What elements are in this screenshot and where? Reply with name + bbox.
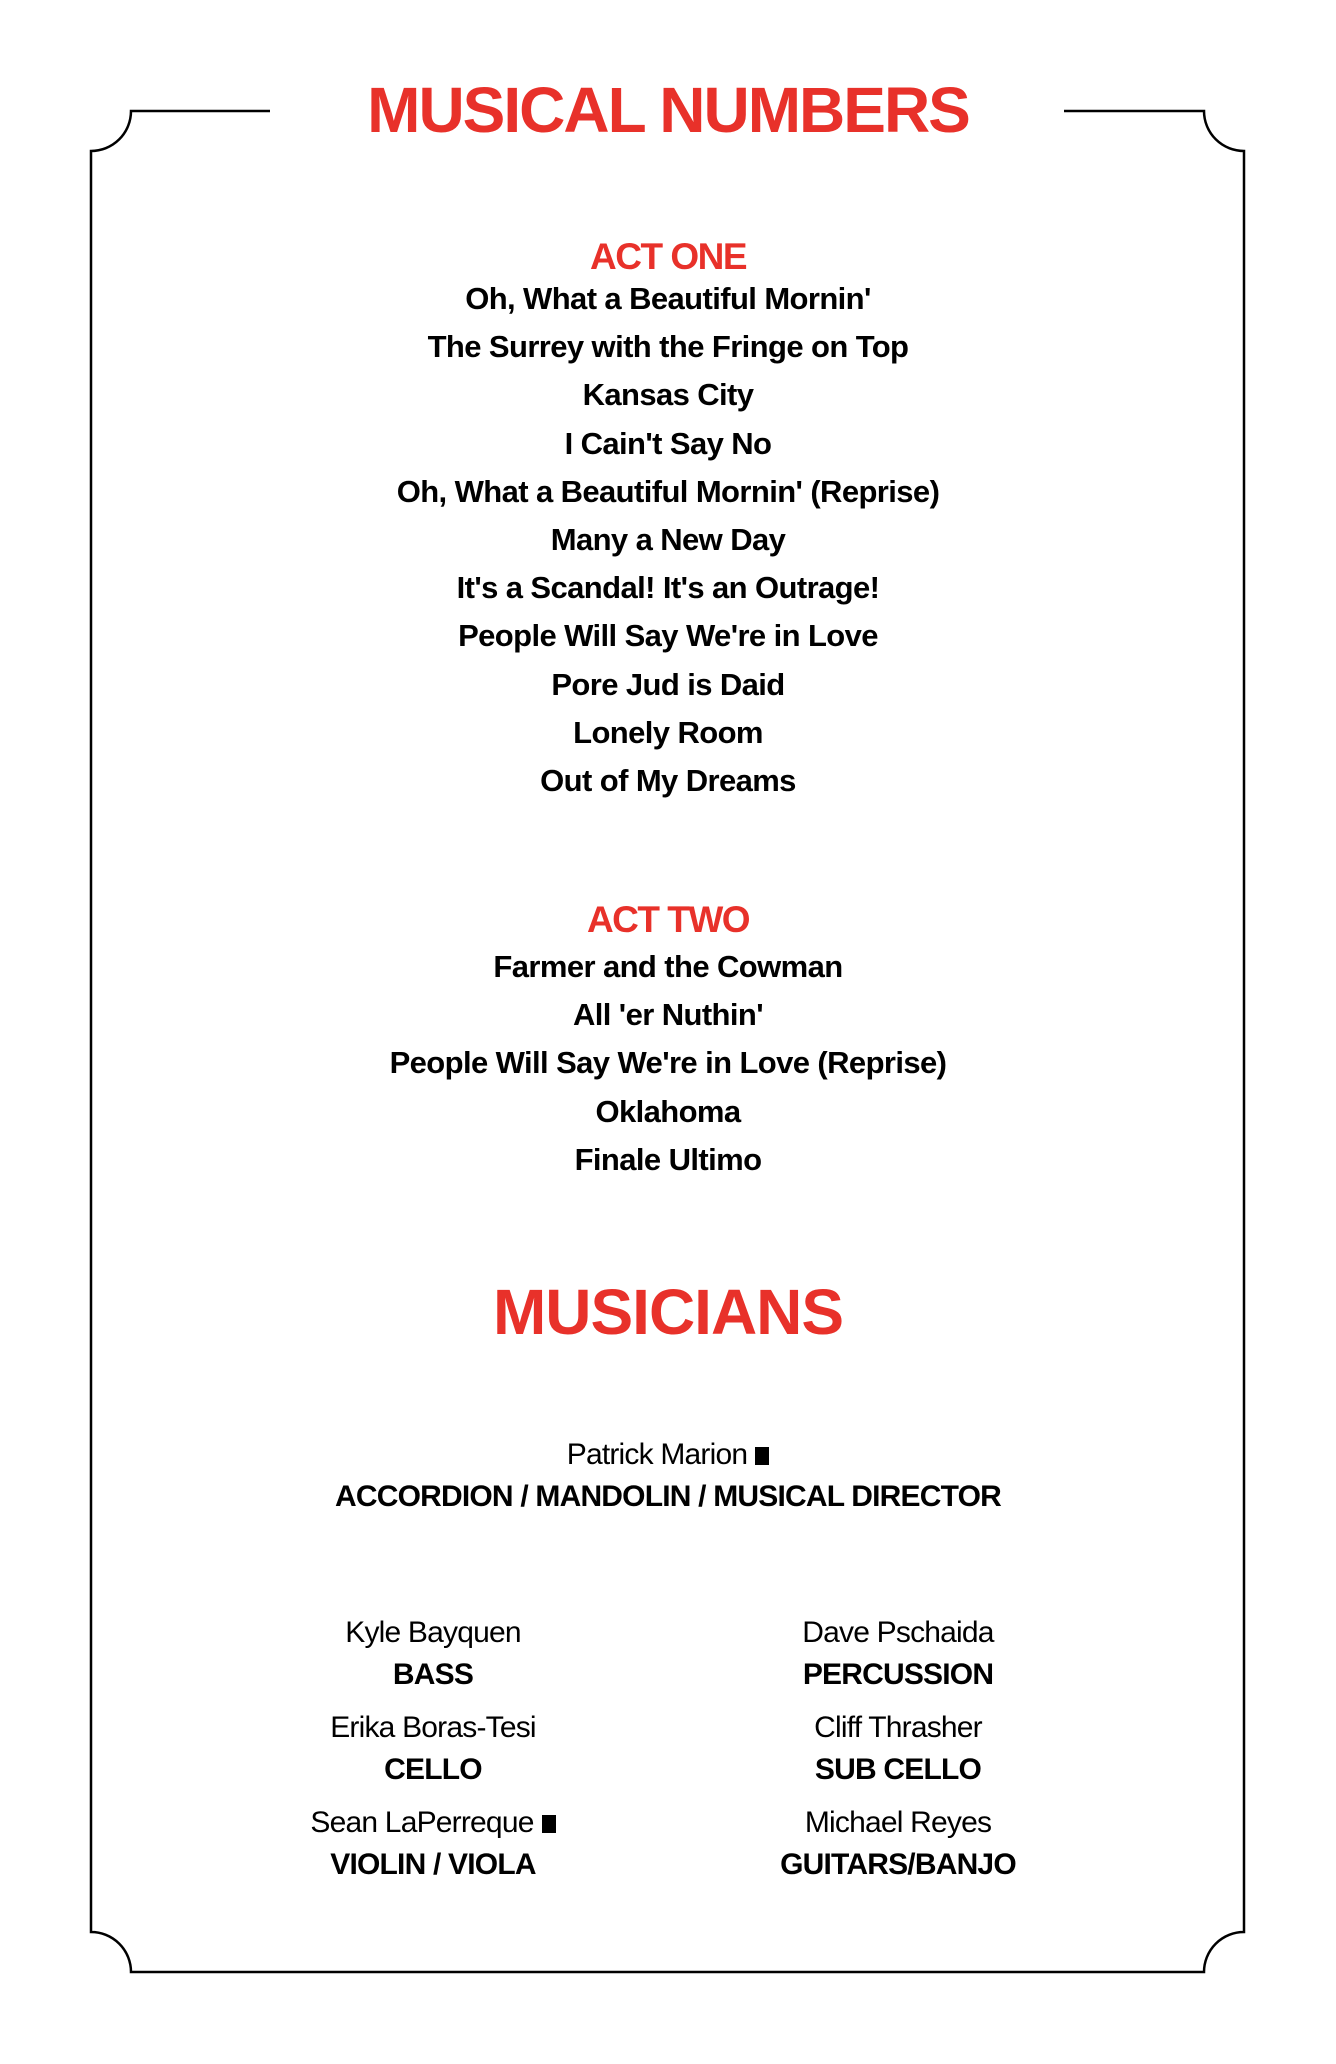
song-item: Oklahoma bbox=[595, 1093, 741, 1129]
song-item: Kansas City bbox=[582, 377, 754, 413]
song-item: Finale Ultimo bbox=[574, 1141, 762, 1177]
song-item: People Will Say We're in Love bbox=[458, 618, 878, 654]
musician-entry bbox=[183, 1707, 683, 1802]
square-marker-icon bbox=[755, 1447, 769, 1465]
musician-name-line bbox=[183, 1802, 683, 1844]
musician-role: BASS bbox=[392, 1658, 474, 1691]
musician-role: CELLO bbox=[384, 1753, 482, 1786]
act-one-song-list bbox=[0, 275, 1336, 805]
page-title: MUSICAL NUMBERS bbox=[367, 74, 969, 146]
song-item: Pore Jud is Daid bbox=[551, 666, 785, 702]
act-two-heading: ACT TWO bbox=[586, 899, 750, 940]
musician-name: Cliff Thrasher bbox=[814, 1711, 982, 1744]
musician-name: Erika Boras-Tesi bbox=[330, 1711, 536, 1744]
musician-role: SUB CELLO bbox=[814, 1753, 982, 1786]
musician-entry bbox=[648, 1612, 1148, 1707]
song-item: Lonely Room bbox=[573, 714, 763, 750]
musicians-title: MUSICIANS bbox=[492, 1276, 844, 1348]
musician-entry bbox=[183, 1802, 683, 1897]
musician-role: VIOLIN / VIOLA bbox=[330, 1848, 536, 1881]
musician-role: GUITARS/BANJO bbox=[780, 1848, 1016, 1881]
director-entry bbox=[0, 1434, 1336, 1518]
song-item: I Cain't Say No bbox=[564, 425, 772, 461]
musicians-right-column bbox=[648, 1612, 1148, 1897]
musician-name: Sean LaPerreque bbox=[310, 1806, 534, 1839]
song-item: People Will Say We're in Love (Reprise) bbox=[389, 1045, 947, 1081]
musicians-left-column bbox=[183, 1612, 683, 1897]
song-item: It's a Scandal! It's an Outrage! bbox=[456, 570, 880, 606]
song-item: The Surrey with the Fringe on Top bbox=[427, 329, 909, 365]
musician-name: Patrick Marion bbox=[566, 1438, 748, 1471]
song-item: Out of My Dreams bbox=[540, 763, 796, 799]
song-item: Oh, What a Beautiful Mornin' bbox=[465, 281, 871, 316]
song-item: Farmer and the Cowman bbox=[493, 949, 843, 984]
act-two-song-list bbox=[0, 943, 1336, 1184]
musician-role: ACCORDION / MANDOLIN / MUSICAL DIRECTOR bbox=[334, 1480, 1002, 1513]
square-marker-icon bbox=[542, 1815, 556, 1833]
musician-role: PERCUSSION bbox=[802, 1658, 994, 1691]
musician-entry bbox=[648, 1707, 1148, 1802]
musician-name: Dave Pschaida bbox=[802, 1616, 994, 1649]
song-item: Oh, What a Beautiful Mornin' (Reprise) bbox=[396, 473, 940, 509]
musician-name: Kyle Bayquen bbox=[345, 1616, 521, 1649]
act-one-heading: ACT ONE bbox=[590, 236, 746, 277]
musician-name-line bbox=[0, 1434, 1336, 1476]
musician-entry bbox=[183, 1612, 683, 1707]
musician-entry bbox=[648, 1802, 1148, 1897]
musician-name: Michael Reyes bbox=[804, 1806, 992, 1839]
song-item: All 'er Nuthin' bbox=[572, 997, 764, 1033]
song-item: Many a New Day bbox=[550, 522, 786, 558]
